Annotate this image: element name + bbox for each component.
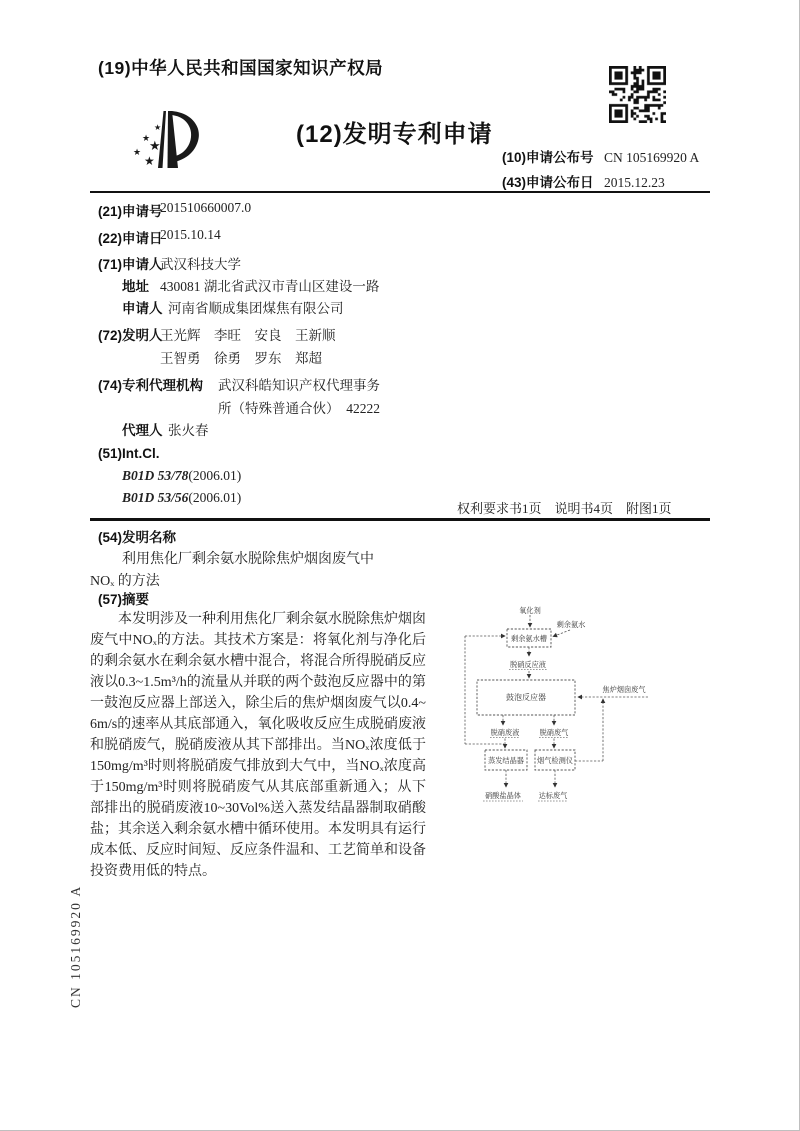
publication-number-row [502, 146, 699, 167]
flow-label-flue-gas: 焦炉烟囱废气 [602, 685, 646, 694]
application-date-label: (22)申请日 [98, 231, 163, 246]
inventors-label: (72)发明人 [98, 328, 163, 343]
invention-title-label: (54)发明名称 [98, 530, 177, 545]
application-number-value: 201510660007.0 [160, 200, 252, 215]
document-type-title: (12)发明专利申请 [296, 121, 493, 148]
logo-star-icon: ★ [142, 133, 151, 143]
applicant-label: (71)申请人 [98, 257, 163, 272]
address-label: 地址 [122, 279, 149, 294]
ipc-code-2: B01D 53/56 [122, 490, 189, 505]
ipc-date-1: (2006.01) [188, 468, 242, 483]
inventors-line-1: 王光辉 李旺 安良 王新顺 [160, 328, 336, 343]
flow-box-crystallizer-label: 蒸发结晶器 [488, 756, 524, 765]
application-number-label: (21)申请号 [98, 204, 163, 219]
flow-label-surplus-ammonia: 剩余氨水 [556, 620, 586, 629]
abstract-label: (57)摘要 [98, 592, 150, 607]
pub-number-value: CN 105169920 A [603, 150, 700, 165]
pub-date-value: 2015.12.23 [603, 175, 665, 190]
logo-star-icon: ★ [133, 147, 142, 157]
patent-office-logo [116, 104, 216, 189]
address-value: 430081 湖北省武汉市青山区建设一路 [160, 279, 380, 294]
pages-summary: 权利要求书1页 说明书4页 附图1页 [457, 501, 672, 516]
flow-box-gas-detector-label: 烟气检测仪 [537, 756, 573, 765]
agency-line-2: 所（特殊普通合伙） 42222 [218, 401, 380, 416]
pub-date-label: (43)申请公布日 [502, 175, 594, 190]
ipc-code-1: B01D 53/78 [122, 468, 189, 483]
logo-star-icon: ★ [144, 154, 155, 168]
publication-date-row [502, 171, 665, 192]
qr-code [609, 66, 666, 123]
logo-star-icon: ★ [149, 138, 161, 153]
header-divider [90, 191, 710, 193]
ipc-entry-1 [122, 467, 241, 485]
logo-star-icon: ★ [154, 123, 162, 132]
flow-label-waste-liquid: 脱硝废液 [490, 728, 520, 737]
pub-number-label: (10)申请公布号 [502, 150, 594, 165]
flow-label-clean-gas: 达标废气 [538, 791, 568, 800]
flow-box-ammonia-tank-label: 剩余氨水槽 [511, 634, 547, 643]
applicant-2-value: 河南省顺成集团煤焦有限公司 [168, 301, 344, 316]
application-date-value: 2015.10.14 [160, 227, 221, 242]
inventors-line-2: 王智勇 徐勇 罗东 郑超 [160, 351, 322, 366]
flow-box-bubble-reactor-label: 鼓泡反应器 [506, 693, 546, 702]
ipc-entry-2 [122, 489, 241, 507]
ipc-date-2: (2006.01) [188, 490, 242, 505]
agency-line-1: 武汉科皓知识产权代理事务 [218, 378, 380, 393]
flow-label-waste-gas: 脱硝废气 [539, 728, 569, 737]
invention-title-line-1: 利用焦化厂剩余氨水脱除焦炉烟囱废气中 [122, 552, 374, 567]
agency-label: (74)专利代理机构 [98, 378, 204, 393]
int-cl-label: (51)Int.Cl. [98, 446, 160, 461]
section-divider [90, 518, 710, 521]
patent-office-name: (19)中华人民共和国国家知识产权局 [98, 58, 384, 78]
side-publication-code: CN 105169920 A [68, 884, 83, 1008]
flow-label-reaction-liquid: 脱硝反应液 [510, 660, 546, 669]
flow-label-nitrate-crystal: 硝酸盐晶体 [485, 791, 521, 800]
process-flowchart [450, 598, 695, 843]
invention-title-line-2: NOₓ 的方法 [90, 574, 160, 589]
flow-label-oxidant: 氧化剂 [519, 606, 541, 615]
agent-value: 张火春 [168, 423, 209, 438]
agent-label: 代理人 [122, 423, 163, 438]
abstract-text: 本发明涉及一种利用焦化厂剩余氨水脱除焦炉烟囱废气中NOₓ的方法。其技术方案是：将氧化剂与净化后的剩余氨水在剩余氨水槽中混合，将混合所得脱硝反应液以0.3~1.5m³/h的流量从并联的两个鼓泡反应器中的第一鼓泡反应器上部送入，除尘后的焦炉烟囱废气以0.4~6m/s的速率从其底部通入，氧化吸收反应生成脱硝废液和脱硝废气，脱硝废液从其下部排出。当NOₓ浓度低于150mg/m³时则将脱硝废气排放到大气中，当NOₓ浓度高于150mg/m³时则将脱硝废气从其底部重新通入；从下部排出的脱硝废液10~30Vol%送入蒸发结晶器制取硝酸盐；其余送入剩余氨水槽中循环使用。本发明具有运行成本低、反应时间短、反应条件温和、工艺简单和设备投资费用低的特点。 [90, 612, 426, 879]
applicant-2-label: 申请人 [122, 301, 163, 316]
applicant-1-value: 武汉科技大学 [160, 257, 241, 272]
